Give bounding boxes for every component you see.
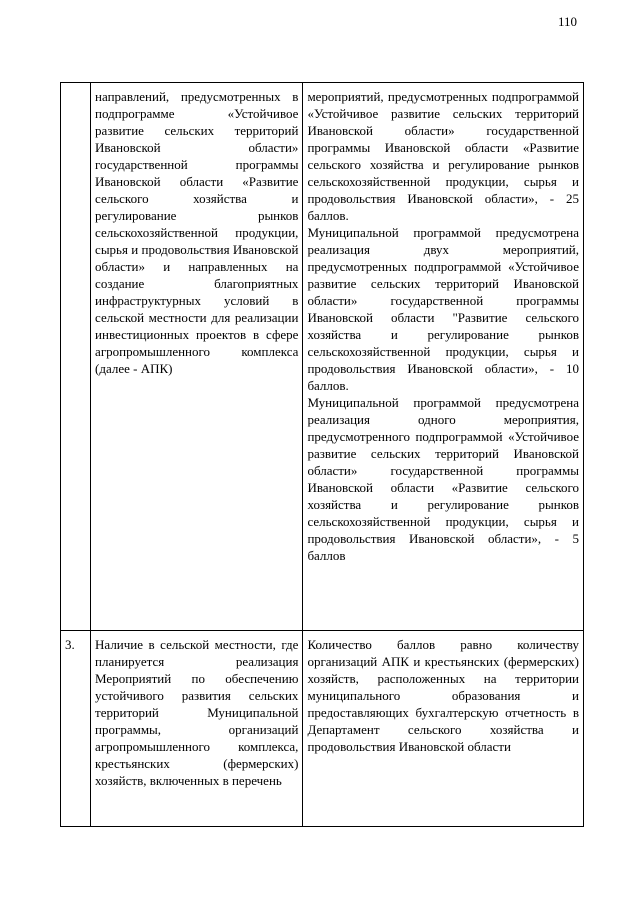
scoring-paragraph: Муниципальной программой предусмотрена реализация одного мероприятия, предусмотренного подпрограммой «Устойчивое развитие сельских территорий Ивановской области» государственной программы Ивановской области «Развитие сельского хозяйства и регулирование рынков сельскохозяйственной продукции, сырья и продовольствия Ивановской области», - 5 баллов [307, 395, 579, 563]
table-row [61, 631, 584, 827]
criterion-cell: Наличие в сельской местности, где планируется реализация Мероприятий по обеспечению устойчивого развития сельских территорий Муниципальной программы, организаций агропромышленного комплекса, крестьянских (фермерских) хозяйств, включенных в перечень [91, 631, 303, 827]
row-number-cell: 3. [61, 631, 91, 827]
scoring-cell [303, 631, 584, 827]
table-row [61, 83, 584, 631]
criterion-cell: направлений, предусмотренных в подпрограмме «Устойчивое развитие сельских территорий Ивановской области» государственной программы Ивановской области «Развитие сельского хозяйства и регулирование рынков сельскохозяйственной продукции, сырья и продовольствия Ивановской области» и направленных на создание благоприятных инфраструктурных условий в сельской местности для реализации инвестиционных проектов в сфере агропромышленного комплекса (далее - АПК) [91, 83, 303, 631]
scoring-paragraph: Количество баллов равно количеству организаций АПК и крестьянских (фермерских) хозяйств, расположенных на территории муниципального образования и предоставляющих бухгалтерскую отчетность в Департамент сельского хозяйства и продовольствия Ивановской области [307, 637, 579, 754]
scoring-paragraph: мероприятий, предусмотренных подпрограммой «Устойчивое развитие сельских территорий Ивановской области» государственной программы Ивановской области «Развитие сельского хозяйства и регулирование рынков сельскохозяйственной продукции, сырья и продовольствия Ивановской области», - 25 баллов. [307, 89, 579, 223]
scoring-cell [303, 83, 584, 631]
scoring-paragraph: Муниципальной программой предусмотрена реализация двух мероприятий, предусмотренных подпрограммой «Устойчивое развитие сельских территорий Ивановской области» государственной программы Ивановской области "Развитие сельского хозяйства и регулирование рынков сельскохозяйственной продукции, сырья и продовольствия Ивановской области», - 10 баллов. [307, 225, 579, 393]
criteria-table [60, 82, 584, 827]
row-number-cell [61, 83, 91, 631]
page-number: 110 [558, 14, 578, 29]
